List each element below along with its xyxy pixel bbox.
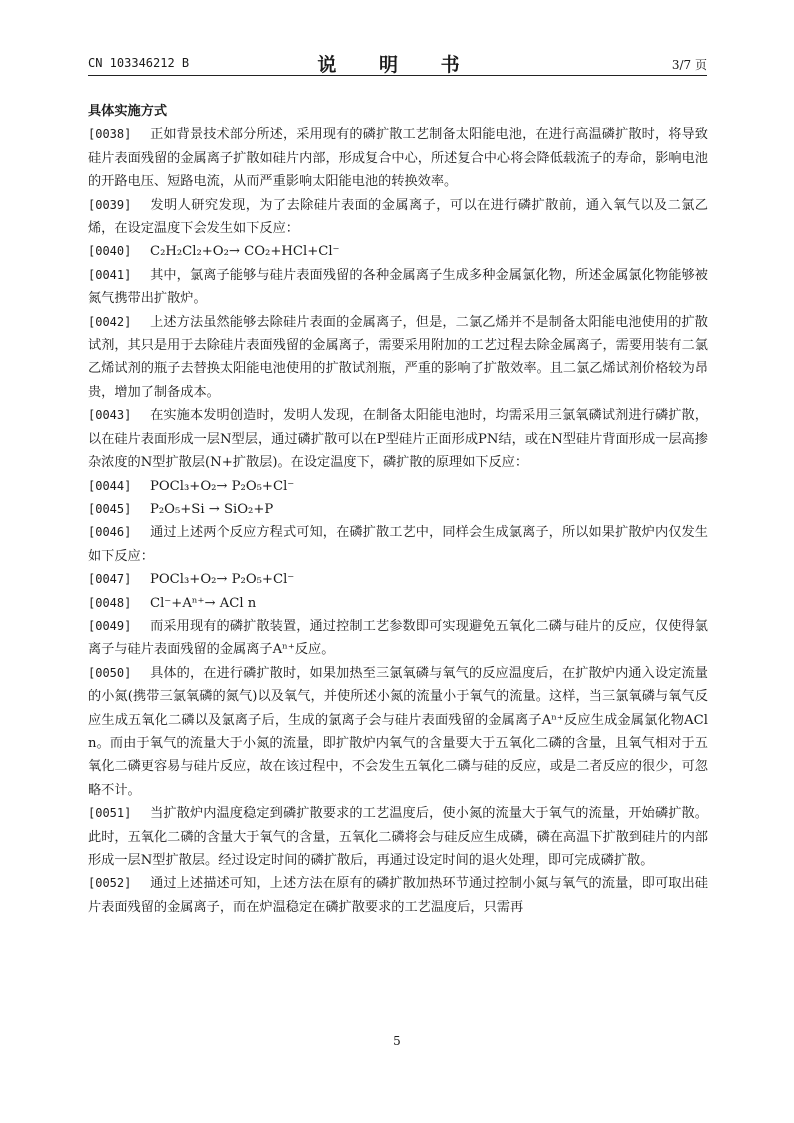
paragraph (88, 521, 708, 568)
paragraph (88, 498, 708, 521)
paragraph (88, 194, 708, 241)
paragraph (88, 311, 708, 405)
paragraph (88, 802, 708, 872)
paragraph-text: 具体的，在进行磷扩散时，如果加热至三氯氧磷与氧气的反应温度后，在扩散炉内通入设定流量的小氮(携带三氯氧磷的氮气)以及氧气，并使所述小氮的流量小于氧气的流量。这样，当三氯氧磷与氧气反应生成五氧化二磷以及氯离子后，生成的氯离子会与硅片表面残留的金属离子Aⁿ⁺反应生成金属氯化物ACl n。而由于氧气的流量大于小氮的流量，即扩散炉内氧气的含量要大于五氧化二磷的含量，且氧气相对于五氧化二磷更容易与硅片反应，故在该过程中，不会发生五氧化二磷与硅的反应，或是二者反应的很少，可忽略不计。 (88, 665, 708, 798)
paragraph-text: 通过上述描述可知，上述方法在原有的磷扩散加热环节通过控制小氮与氧气的流量，即可取出硅片表面残留的金属离子，而在炉温稳定在磷扩散要求的工艺温度后，只需再 (88, 876, 708, 915)
paragraph (88, 568, 708, 591)
document-title: 说 明 书 (317, 54, 478, 76)
paragraph-list (88, 123, 708, 919)
paragraph-number: [0039] (88, 197, 132, 212)
paragraph-text: POCl₃+O₂→ P₂O₅+Cl⁻ (150, 478, 295, 494)
paragraph (88, 404, 708, 474)
paragraph-number: [0048] (88, 595, 132, 610)
paragraph-text: P₂O₅+Si → SiO₂+P (150, 501, 274, 517)
paragraph-text: Cl⁻+Aⁿ⁺→ ACl n (150, 595, 257, 611)
paragraph-number: [0038] (88, 127, 132, 142)
paragraph-text: 当扩散炉内温度稳定到磷扩散要求的工艺温度后，使小氮的流量大于氧气的流量，开始磷扩散。此时，五氧化二磷的含量大于氧气的含量，五氧化二磷将会与硅反应生成磷，磷在高温下扩散到硅片的内部形成一层N型扩散层。经过设定时间的磷扩散后，再通过设定时间的退火处理，即可完成磷扩散。 (88, 806, 708, 868)
paragraph-number: [0040] (88, 244, 132, 259)
paragraph (88, 592, 708, 615)
paragraph-number: [0047] (88, 572, 132, 587)
paragraph-text: 在实施本发明创造时，发明人发现，在制备太阳能电池时，均需采用三氯氧磷试剂进行磷扩散，以在硅片表面形成一层N型层，通过磷扩散可以在P型硅片正面形成PN结，或在N型硅片背面形成一层高掺杂浓度的N型扩散层(N+扩散层)。在设定温度下，磷扩散的原理如下反应： (88, 408, 708, 471)
paragraph-number: [0041] (88, 267, 132, 282)
paragraph-text: C₂H₂Cl₂+O₂→ CO₂+HCl+Cl⁻ (150, 244, 340, 260)
paragraph-text: 而采用现有的磷扩散装置，通过控制工艺参数即可实现避免五氧化二磷与硅片的反应，仅使得氯离子与硅片表面残留的金属离子Aⁿ⁺反应。 (88, 618, 708, 658)
paragraph-text: 正如背景技术部分所述，采用现有的磷扩散工艺制备太阳能电池，在进行高温磷扩散时，将导致硅片表面残留的金属离子扩散如硅片内部，形成复合中心，所述复合中心将会降低载流子的寿命，影响电池的开路电压、短路电流，从而严重影响太阳能电池的转换效率。 (88, 127, 708, 190)
patent-number: CN 103346212 B (88, 56, 190, 70)
paragraph-text: POCl₃+O₂→ P₂O₅+Cl⁻ (150, 572, 295, 588)
paragraph (88, 872, 708, 919)
paragraph-text: 其中，氯离子能够与硅片表面残留的各种金属离子生成多种金属氯化物，所述金属氯化物能够被氮气携带出扩散炉。 (88, 267, 708, 307)
paragraph-number: [0051] (88, 806, 132, 821)
paragraph (88, 123, 708, 193)
paragraph-number: [0042] (88, 314, 132, 329)
paragraph-number: [0044] (88, 478, 132, 493)
document-body (88, 100, 708, 919)
paragraph (88, 662, 708, 802)
section-title: 具体实施方式 (88, 104, 168, 119)
paragraph (88, 475, 708, 498)
paragraph-number: [0049] (88, 618, 132, 633)
header-rule (88, 75, 707, 76)
paragraph (88, 264, 708, 311)
paragraph-text: 通过上述两个反应方程式可知，在磷扩散工艺中，同样会生成氯离子，所以如果扩散炉内仅发生如下反应： (88, 525, 708, 564)
paragraph-number: [0050] (88, 665, 132, 680)
page-header (88, 50, 707, 76)
paragraph-text: 发明人研究发现，为了去除硅片表面的金属离子，可以在进行磷扩散前，通入氧气以及二氯乙烯，在设定温度下会发生如下反应： (88, 197, 708, 237)
page-number: 5 (393, 1034, 401, 1048)
page-indicator: 3/7 页 (671, 58, 707, 72)
paragraph (88, 240, 708, 263)
paragraph-number: [0045] (88, 501, 132, 516)
paragraph-number: [0043] (88, 408, 132, 423)
paragraph-number: [0046] (88, 525, 132, 540)
paragraph-text: 上述方法虽然能够去除硅片表面的金属离子，但是，二氯乙烯并不是制备太阳能电池使用的扩散试剂，其只是用于去除硅片表面残留的金属离子，需要采用附加的工艺过程去除金属离子，需要用装有二氯乙烯试剂的瓶子去替换太阳能电池使用的扩散试剂瓶，严重的影响了扩散效率。且二氯乙烯试剂价格较为昂贵，增加了制备成本。 (88, 314, 708, 400)
paragraph-number: [0052] (88, 876, 132, 891)
paragraph (88, 615, 708, 662)
